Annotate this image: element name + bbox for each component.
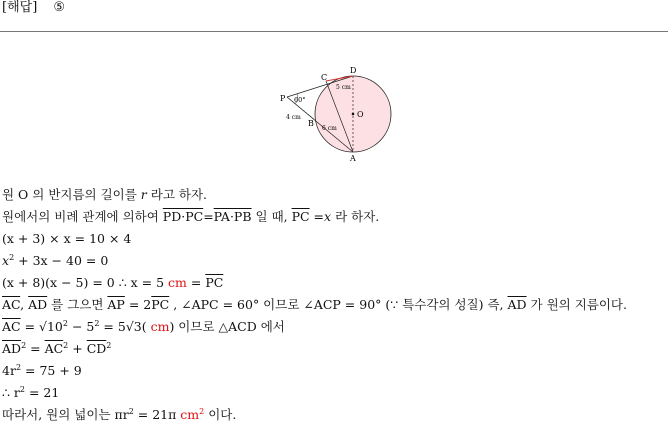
solution-line-3: (x + 3) × x = 10 × 4 bbox=[2, 231, 132, 246]
answer-choice: ⑤ bbox=[53, 0, 66, 15]
text: + bbox=[68, 341, 87, 356]
label-c: C bbox=[321, 73, 328, 82]
text: 라고 하자. bbox=[146, 187, 208, 202]
segment-ad: $\overline{AD}$ bbox=[28, 297, 48, 312]
text: (x + 8)(x − 5) = 0 ∴ x = 5 bbox=[2, 275, 169, 290]
text: = bbox=[26, 341, 45, 356]
exponent: 2 bbox=[199, 406, 205, 416]
segment-ad: $\overline{AD}$ bbox=[507, 297, 527, 312]
text: 이다. bbox=[204, 407, 237, 422]
solution-line-7 bbox=[2, 318, 670, 340]
text: ) 이므로 △ACD 에서 bbox=[169, 319, 285, 334]
segment-ac: $\overline{AC}$ bbox=[2, 297, 21, 312]
segment-pc: $\overline{PC}$ bbox=[151, 297, 170, 312]
segment-ac: $\overline{AC}$ bbox=[2, 319, 21, 334]
text: = 21 bbox=[25, 385, 60, 400]
solution-line-11 bbox=[2, 406, 670, 428]
solution-line-1 bbox=[2, 186, 670, 208]
solution-line-10 bbox=[2, 384, 670, 406]
exponent: 2 bbox=[15, 362, 22, 372]
angle-label: 60° bbox=[294, 96, 306, 104]
text: 10 bbox=[46, 319, 63, 334]
solution-line-9 bbox=[2, 362, 670, 384]
solution-line-4 bbox=[2, 252, 670, 274]
exponent: 2 bbox=[94, 318, 100, 328]
center-point bbox=[352, 113, 355, 116]
unit-cm: cm bbox=[168, 275, 187, 290]
text: 원 O 의 반지름의 길이를 bbox=[2, 187, 141, 202]
var-x: x bbox=[2, 253, 10, 268]
text: 원에서의 비례 관계에 의하여 bbox=[2, 209, 163, 224]
segment-product: PA·PB bbox=[213, 209, 252, 224]
text: ∴ r bbox=[2, 385, 20, 400]
label-a: A bbox=[350, 154, 356, 163]
text: + 3x − 40 = 0 bbox=[14, 253, 109, 268]
text: = bbox=[186, 275, 206, 290]
segment-pc: $\overline{PC}$ bbox=[291, 209, 310, 224]
label-d: D bbox=[350, 66, 357, 75]
text: 를 그으면 bbox=[47, 297, 108, 312]
segment-ac: $\overline{AC}$ bbox=[44, 341, 64, 356]
text: 라 하자. bbox=[331, 209, 380, 224]
exponent: 2 bbox=[106, 340, 112, 350]
text: , ∠APC = 60° 이므로 ∠ACP = 90° (∵ 특수각의 성질) 즉, bbox=[169, 297, 508, 312]
solution-text bbox=[2, 186, 670, 428]
var-r: r bbox=[140, 187, 147, 202]
segment-ap: $\overline{AP}$ bbox=[107, 297, 125, 312]
unit-cm: cm bbox=[146, 319, 170, 334]
solution-line-6 bbox=[2, 296, 670, 318]
exponent: 2 bbox=[21, 340, 27, 350]
text: = 5√3( bbox=[99, 319, 147, 334]
text: 일 때, bbox=[251, 209, 292, 224]
text: 따라서, 원의 넓이는 πr bbox=[2, 407, 129, 422]
pc-length-label: 5 cm bbox=[336, 84, 351, 91]
pb-length-label: 4 cm bbox=[286, 114, 301, 121]
label-p: P bbox=[280, 94, 286, 103]
text: = 2 bbox=[124, 297, 152, 312]
solution-line-2 bbox=[2, 208, 670, 230]
text: 가 원의 지름이다. bbox=[526, 297, 627, 312]
geometry-figure bbox=[270, 64, 410, 164]
unit-cm: cm bbox=[180, 407, 200, 422]
segment-ad: $\overline{AD}$ bbox=[2, 341, 22, 356]
segment-pc: $\overline{PC}$ bbox=[205, 275, 224, 290]
answer-label: [해답] bbox=[2, 0, 38, 15]
exponent: 2 bbox=[62, 318, 68, 328]
ba-length-label: 6 cm bbox=[322, 125, 337, 132]
exponent: 2 bbox=[63, 340, 69, 350]
exponent: 2 bbox=[128, 406, 134, 416]
text: 4r bbox=[2, 363, 16, 378]
segment-cd: $\overline{CD}$ bbox=[86, 341, 107, 356]
text: = 75 + 9 bbox=[21, 363, 82, 378]
label-b: B bbox=[308, 119, 314, 128]
segment-product: PD·PC bbox=[162, 209, 204, 224]
exponent: 2 bbox=[9, 252, 15, 262]
answer-header bbox=[2, 0, 65, 16]
text: = bbox=[203, 209, 214, 224]
label-o: O bbox=[357, 110, 364, 119]
text: , bbox=[20, 297, 29, 312]
solution-line-5 bbox=[2, 274, 670, 296]
divider-line bbox=[0, 31, 668, 32]
exponent: 2 bbox=[19, 384, 25, 394]
text: = bbox=[309, 209, 325, 224]
text: = √ bbox=[20, 319, 47, 334]
text: − 5 bbox=[67, 319, 95, 334]
text: = 21π bbox=[133, 407, 181, 422]
var-x: x bbox=[324, 209, 332, 224]
solution-line-8 bbox=[2, 340, 670, 362]
